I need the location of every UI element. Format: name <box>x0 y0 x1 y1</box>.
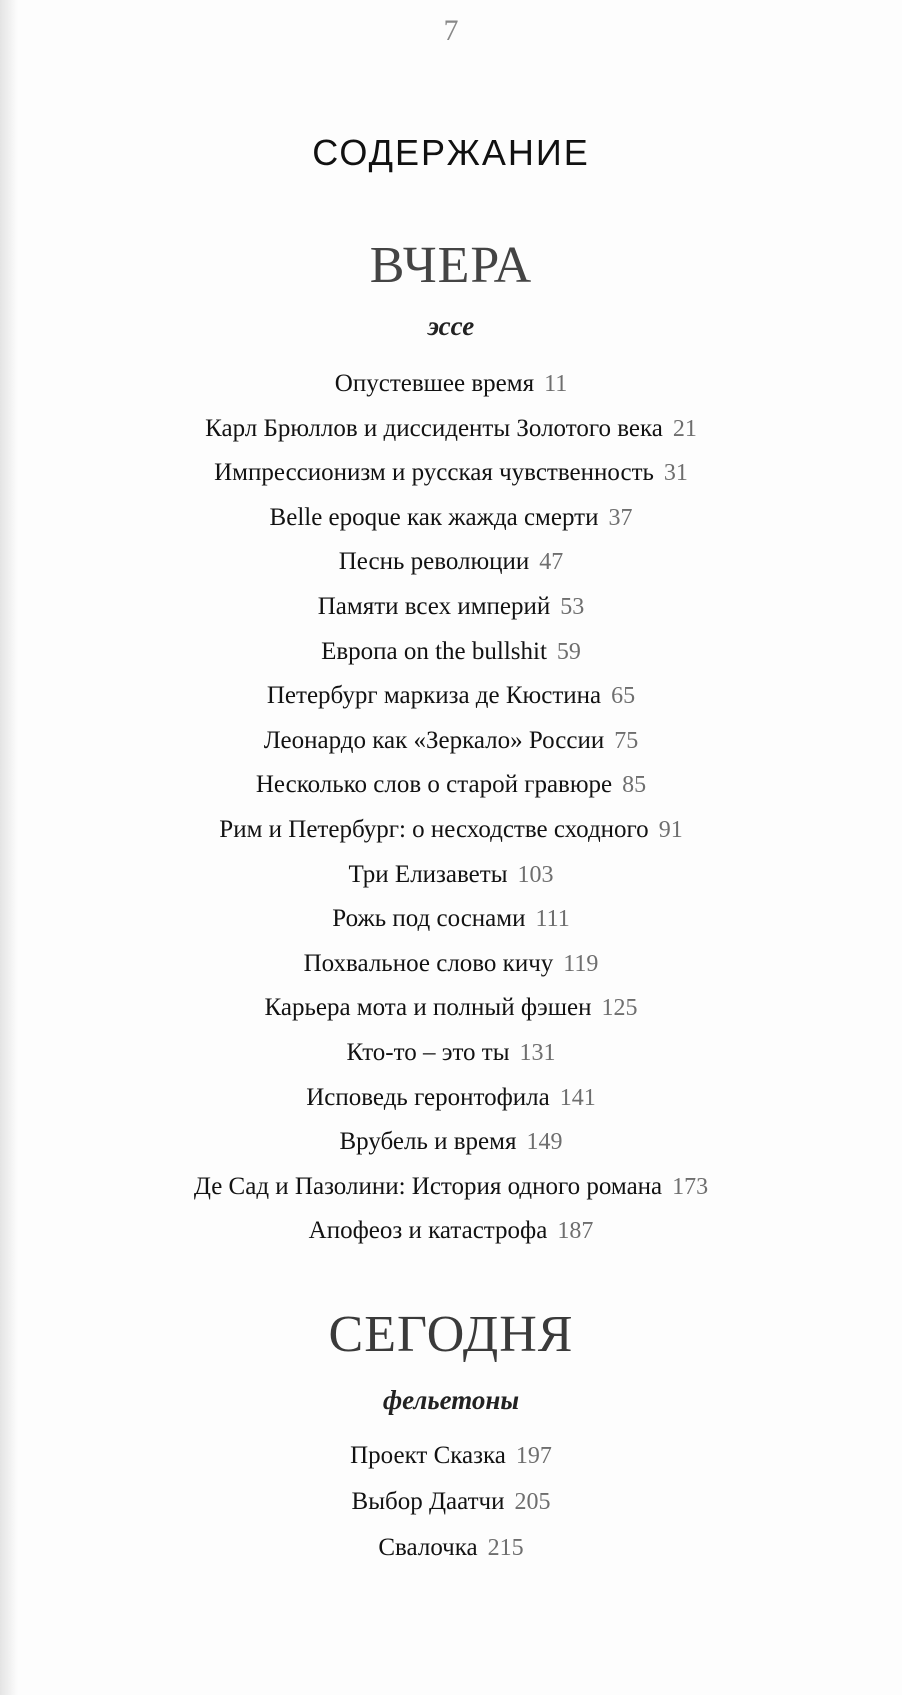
toc-entry[interactable] <box>0 1076 902 1121</box>
entry-title: Рим и Петербург: о несходстве сходного <box>219 815 649 843</box>
entry-title: Карьера мота и полный фэшен <box>264 994 592 1022</box>
entry-title: Де Сад и Пазолини: История одного романа <box>193 1172 663 1200</box>
toc-entry[interactable] <box>0 719 902 764</box>
toc-entry[interactable] <box>0 1209 902 1254</box>
toc-entry[interactable] <box>0 1433 902 1479</box>
entry-page-number: 11 <box>544 371 568 397</box>
entry-title: Выбор Даатчи <box>351 1488 505 1515</box>
entry-title: Несколько слов о старой гравюре <box>255 771 613 799</box>
entry-title: Три Елизаветы <box>348 860 508 888</box>
entry-page-number: 103 <box>517 861 554 888</box>
entry-title: Похвальное слово кичу <box>303 949 554 977</box>
toc-entry[interactable] <box>0 362 902 407</box>
toc-entry[interactable] <box>0 407 902 452</box>
toc-entry[interactable] <box>0 986 902 1031</box>
entry-page-number: 141 <box>559 1084 596 1111</box>
entry-page-number: 149 <box>526 1129 563 1156</box>
entry-page-number: 59 <box>556 638 581 665</box>
entry-title: Кто-то – это ты <box>346 1038 510 1066</box>
toc-entry[interactable] <box>0 496 902 541</box>
toc-entry[interactable] <box>0 540 902 585</box>
entry-title: Свалочка <box>378 1534 478 1561</box>
entry-title: Петербург маркиза де Кюстина <box>266 682 602 710</box>
toc-list-yesterday <box>0 362 902 1254</box>
toc-title: СОДЕРЖАНИЕ <box>312 132 590 173</box>
entry-page-number: 47 <box>539 549 564 576</box>
toc-entry[interactable] <box>0 853 902 898</box>
entry-page-number: 111 <box>535 906 570 933</box>
entry-page-number: 53 <box>560 593 585 620</box>
entry-page-number: 91 <box>658 816 683 843</box>
entry-title: Врубель и время <box>339 1128 517 1156</box>
entry-title: Исповедь геронтофила <box>306 1083 550 1111</box>
entry-page-number: 85 <box>622 772 647 799</box>
entry-page-number: 125 <box>601 995 638 1022</box>
toc-entry[interactable] <box>0 451 902 496</box>
entry-page-number: 205 <box>514 1489 551 1515</box>
toc-entry[interactable] <box>0 1031 902 1076</box>
entry-title: Апофеоз и катастрофа <box>308 1217 548 1245</box>
entry-page-number: 119 <box>563 950 599 977</box>
toc-entry[interactable] <box>0 1525 902 1571</box>
entry-title: Леонардо как «Зеркало» России <box>263 726 605 754</box>
section-subtitle-essays: эссе <box>427 311 475 341</box>
entry-title: Карл Брюллов и диссиденты Золотого века <box>205 414 663 442</box>
page-number: 7 <box>443 14 459 47</box>
section-title-today: СЕГОДНЯ <box>328 1306 574 1363</box>
entry-title: Импрессионизм и русская чувственность <box>214 459 654 487</box>
entry-title: Проект Сказка <box>350 1442 506 1469</box>
entry-page-number: 197 <box>515 1443 552 1469</box>
entry-title: Европа on the bullshit <box>321 637 547 665</box>
toc-entry[interactable] <box>0 942 902 987</box>
entry-page-number: 31 <box>663 460 688 487</box>
entry-page-number: 187 <box>557 1218 594 1245</box>
entry-page-number: 65 <box>611 683 636 710</box>
toc-entry[interactable] <box>0 1120 902 1165</box>
toc-entry[interactable] <box>0 630 902 675</box>
entry-title: Памяти всех империй <box>317 592 551 620</box>
entry-title: Рожь под соснами <box>332 905 526 933</box>
toc-entry[interactable] <box>0 1479 902 1525</box>
toc-entry[interactable] <box>0 1165 902 1210</box>
entry-page-number: 131 <box>519 1039 556 1066</box>
section-title-yesterday: ВЧЕРА <box>369 237 533 294</box>
toc-list-today <box>0 1433 902 1571</box>
toc-entry[interactable] <box>0 763 902 808</box>
entry-page-number: 37 <box>608 504 633 531</box>
entry-page-number: 215 <box>487 1535 524 1561</box>
toc-entry[interactable] <box>0 808 902 853</box>
entry-page-number: 75 <box>614 727 639 754</box>
entry-title: Песнь революции <box>338 548 530 576</box>
toc-entry[interactable] <box>0 897 902 942</box>
entry-page-number: 173 <box>672 1173 709 1200</box>
entry-title: Опустевшее время <box>334 370 535 397</box>
toc-entry[interactable] <box>0 585 902 630</box>
entry-page-number: 21 <box>672 415 697 442</box>
toc-entry[interactable] <box>0 674 902 719</box>
entry-title: Belle epoque как жажда смерти <box>269 503 599 531</box>
section-subtitle-feuilletons: фельетоны <box>382 1385 520 1415</box>
